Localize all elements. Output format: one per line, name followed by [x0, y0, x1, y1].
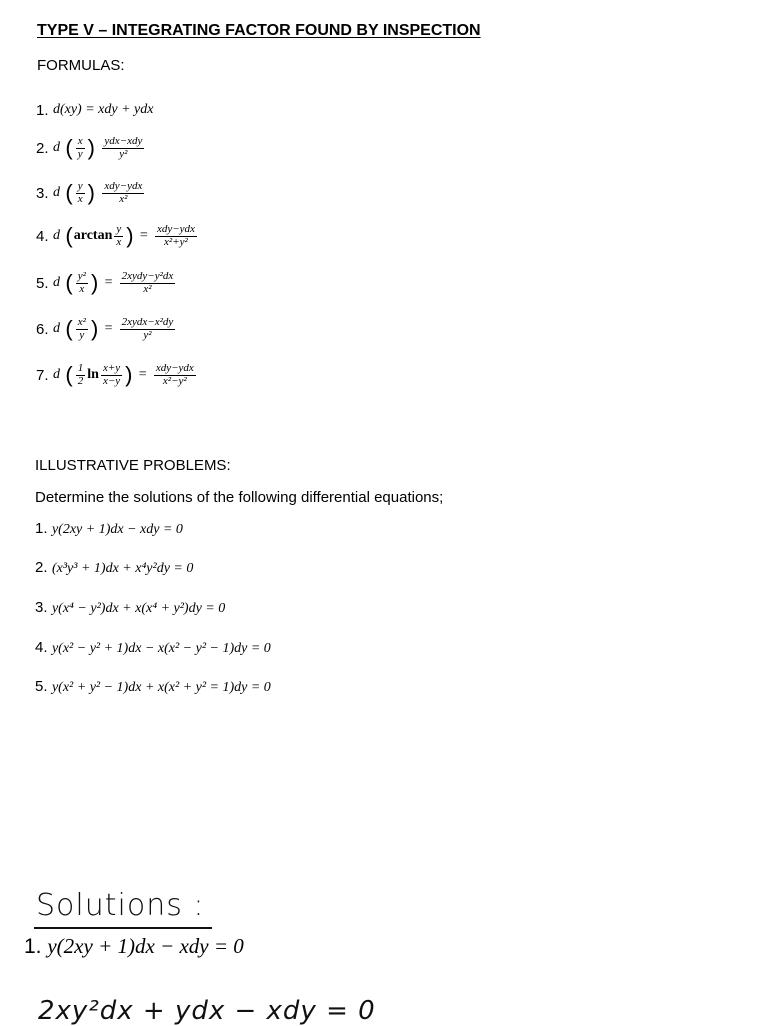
- formula-5: 5. d ( $\frac{\text{y²}}{x}$ ) = $\frac{\text{2xydy−y²dx}}{\text{x²}}$: [36, 270, 174, 296]
- solutions-underline: [34, 927, 212, 929]
- formula-3: 3. d ( $\frac{y}{x}$ ) $\frac{\text{xdy−ydx}}{\text{x²}}$: [36, 180, 143, 206]
- problem-3: 3. y(x⁴ − y²)dx + x(x⁴ + y²)dy = 0: [35, 599, 226, 616]
- formula-text: d(xy) = xdy + ydx: [52, 102, 154, 117]
- formula-6: 6. d ( $\frac{\text{x²}}{y}$ ) = $\frac{\text{2xydx−x²dy}}{\text{y²}}$: [36, 316, 174, 342]
- illustrative-heading: ILLUSTRATIVE PROBLEMS:: [35, 457, 231, 474]
- formulas-heading: FORMULAS:: [37, 57, 125, 74]
- formula-2: 2. d ( $\frac{x}{y}$ ) $\frac{\text{ydx−xdy}}{\text{y²}}$: [36, 135, 143, 161]
- page-title: TYPE V – INTEGRATING FACTOR FOUND BY INSPECTION: [37, 22, 481, 39]
- formula-1: 1. d(xy) = xdy + ydx: [36, 101, 154, 119]
- problem-5: 5. y(x² + y² − 1)dx + x(x² + y² = 1)dy = 0: [35, 678, 271, 695]
- instruction-text: Determine the solutions of the following differential equations;: [35, 489, 444, 506]
- problem-1: 1. y(2xy + 1)dx − xdy = 0: [35, 520, 183, 537]
- solution-problem-1: 1. y(2xy + 1)dx − xdy = 0: [24, 934, 244, 958]
- handwritten-step: 2xy²dx + ydx − xdy = 0: [38, 996, 376, 1026]
- problem-4: 4. y(x² − y² + 1)dx − x(x² − y² − 1)dy = 0: [35, 639, 271, 656]
- solutions-heading: Solutions :: [36, 888, 205, 923]
- problem-2: 2. (x³y³ + 1)dx + x⁴y²dy = 0: [35, 559, 194, 576]
- formula-4: 4. d ( arctan $\frac{y}{x}$ ) = $\frac{\text{xdy−ydx}}{\text{x²+y²}}$: [36, 223, 195, 249]
- formula-7: 7. d ( $\frac{1}{2}$ ln $\frac{x+y}{x-y}$ ) = $\frac{\text{xdy−ydx}}{\text{x²−y²}}$: [36, 362, 194, 388]
